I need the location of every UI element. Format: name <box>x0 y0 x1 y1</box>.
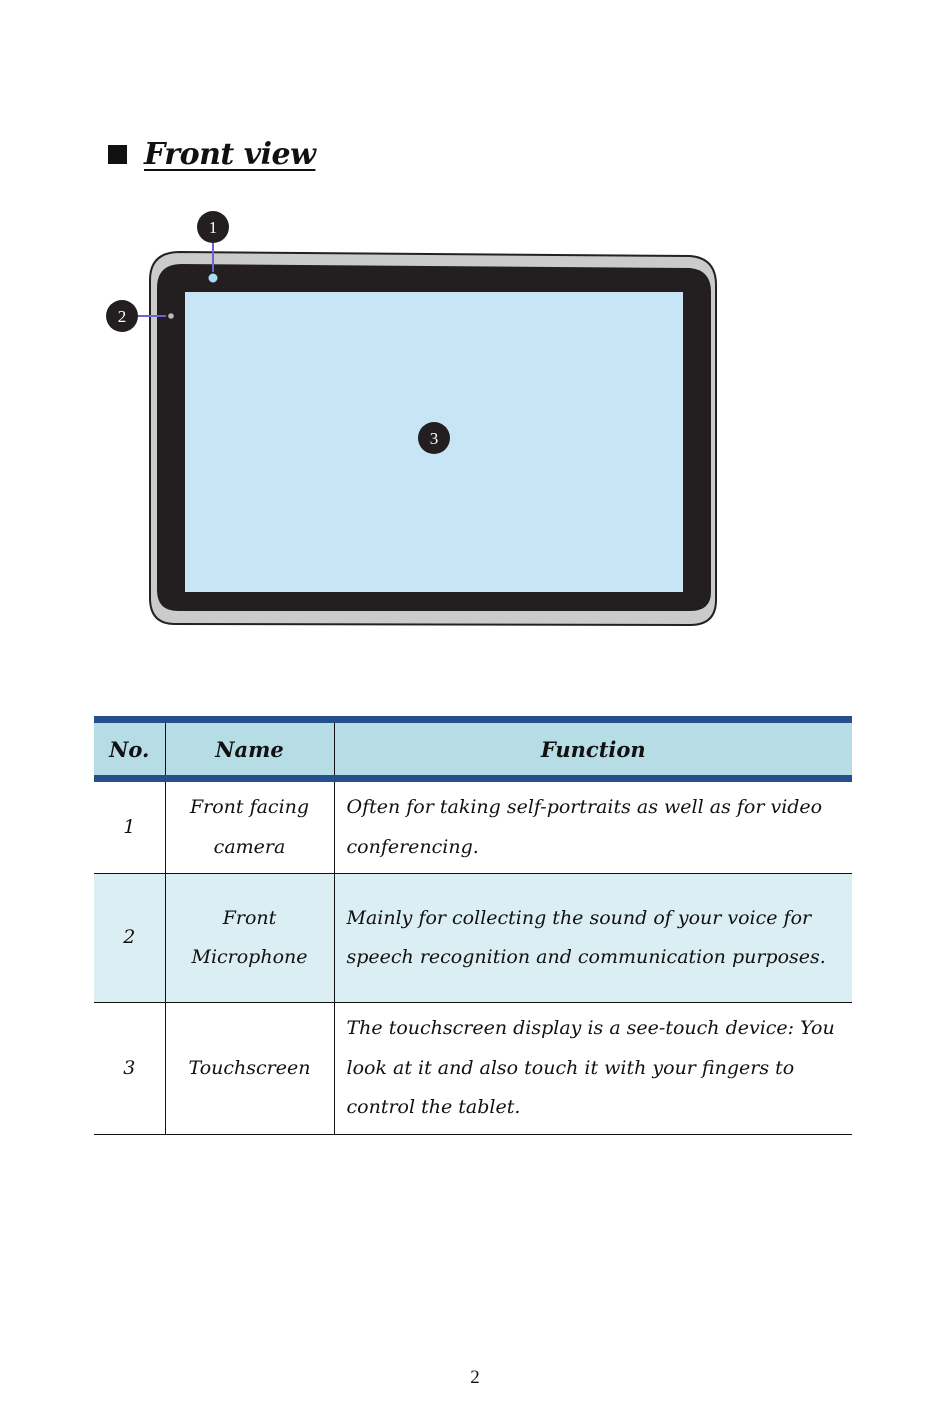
row-number: 1 <box>94 779 165 874</box>
table-row <box>94 1003 852 1135</box>
callout-2-label: 2 <box>117 307 127 326</box>
callout-1-label: 1 <box>208 218 218 237</box>
tablet-front-diagram <box>0 0 950 700</box>
page-number: 2 <box>470 1367 480 1388</box>
front-camera-dot <box>209 274 218 283</box>
row-name: Touchscreen <box>165 1003 334 1135</box>
row-name: Front Microphone <box>165 874 334 1003</box>
row-name: Front facing camera <box>165 779 334 874</box>
callout-3 <box>418 422 450 454</box>
header-function: Function <box>334 720 852 779</box>
callout-3-label: 3 <box>429 429 439 448</box>
callout-1 <box>197 211 229 243</box>
microphone-dot <box>168 313 174 319</box>
callout-2 <box>106 300 138 332</box>
row-function: The touchscreen display is a see-touch device: You look at it and also touch it with your fingers to control the tablet. <box>334 1003 852 1135</box>
section-title: Front view <box>144 136 316 172</box>
table-header-row <box>94 720 852 779</box>
table-row <box>94 874 852 1003</box>
table-row <box>94 779 852 874</box>
components-table-wrapper <box>94 716 852 1135</box>
row-number: 2 <box>94 874 165 1003</box>
header-name: Name <box>165 720 334 779</box>
header-no: No. <box>94 720 165 779</box>
row-function: Mainly for collecting the sound of your voice for speech recognition and communication purposes. <box>334 874 852 1003</box>
row-function: Often for taking self-portraits as well as for video conferencing. <box>334 779 852 874</box>
row-number: 3 <box>94 1003 165 1135</box>
components-table <box>94 716 852 1135</box>
